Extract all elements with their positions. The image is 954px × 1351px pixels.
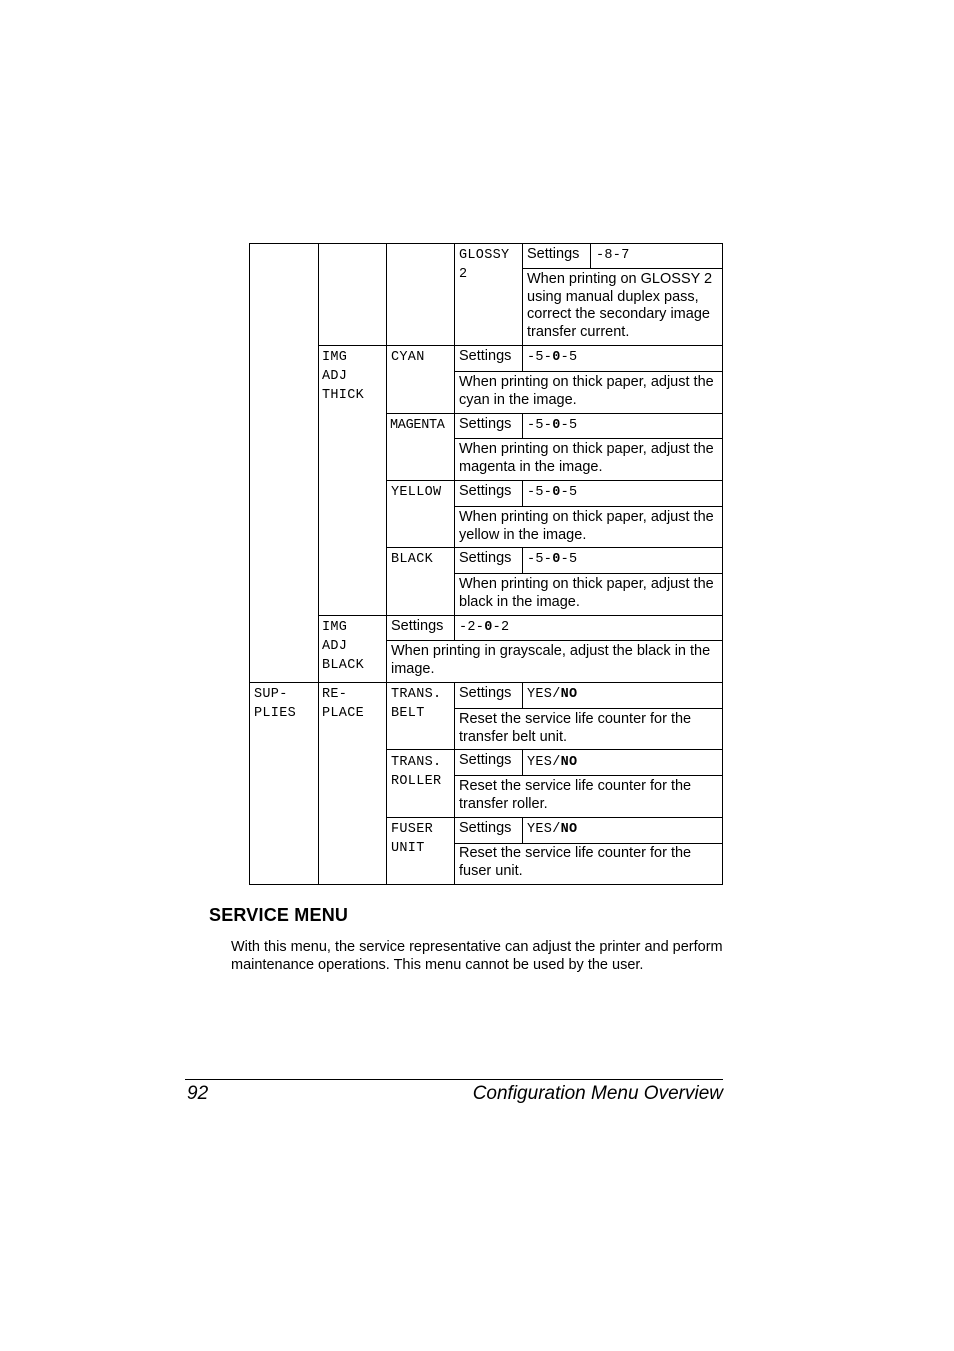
replace-label: RE- PLACE — [322, 687, 365, 721]
trans-roller-label: TRANS. ROLLER — [391, 755, 442, 789]
img-adj-black-label: IMG ADJ BLACK — [322, 620, 365, 673]
fuser-unit-range — [527, 820, 577, 839]
trans-roller-range-default: NO — [560, 755, 578, 770]
cyan-range-default: 0 — [552, 350, 561, 365]
cyan-settings-label: Settings — [459, 348, 512, 364]
glossy2-settings-label: Settings — [527, 246, 580, 262]
glossy2-description: When printing on GLOSSY 2 using manual duplex pass, correct the secondary image transfer current. — [527, 271, 713, 340]
magenta-range-max: -5 — [560, 418, 578, 433]
img-adj-thick-label: IMG ADJ THICK — [322, 350, 365, 403]
supplies-label: SUP- PLIES — [254, 687, 297, 721]
img-adj-black-range — [459, 618, 509, 637]
trans-roller-settings-label: Settings — [459, 752, 512, 768]
trans-belt-range-yes: YES/ — [527, 687, 561, 702]
black-range — [527, 550, 577, 569]
magenta-range — [527, 416, 577, 435]
page-title: Configuration Menu Overview — [472, 1083, 723, 1104]
cyan-range-min: -5- — [527, 350, 553, 365]
cyan-range-max: -5 — [560, 350, 578, 365]
trans-belt-range — [527, 685, 577, 704]
img-adj-black-settings-label: Settings — [391, 618, 444, 634]
magenta-range-min: -5- — [527, 418, 553, 433]
fuser-unit-range-yes: YES/ — [527, 822, 561, 837]
footer-divider — [185, 1079, 723, 1080]
glossy2-range: -8-7 — [596, 248, 630, 263]
black-label: BLACK — [391, 552, 434, 567]
yellow-label: YELLOW — [391, 485, 442, 500]
fuser-unit-description: Reset the service life counter for the fuser unit. — [459, 845, 692, 879]
magenta-description: When printing on thick paper, adjust the magenta in the image. — [459, 441, 714, 475]
yellow-range-max: -5 — [560, 485, 578, 500]
trans-belt-range-default: NO — [560, 687, 578, 702]
img-adj-black-description: When printing in grayscale, adjust the black in the image. — [391, 643, 711, 677]
fuser-unit-label: FUSER UNIT — [391, 822, 434, 856]
trans-belt-label: TRANS. BELT — [391, 687, 442, 721]
page-number: 92 — [187, 1083, 209, 1104]
img-adj-black-range-max: -2 — [492, 620, 510, 635]
cyan-description: When printing on thick paper, adjust the cyan in the image. — [459, 374, 714, 408]
black-settings-label: Settings — [459, 550, 512, 566]
glossy2-label: GLOSSY 2 — [459, 248, 510, 282]
img-adj-black-range-min: -2- — [459, 620, 485, 635]
yellow-settings-label: Settings — [459, 483, 512, 499]
black-range-max: -5 — [560, 552, 578, 567]
trans-roller-range — [527, 753, 577, 772]
trans-roller-range-yes: YES/ — [527, 755, 561, 770]
trans-roller-description: Reset the service life counter for the transfer roller. — [459, 778, 692, 812]
img-adj-black-range-default: 0 — [484, 620, 493, 635]
fuser-unit-settings-label: Settings — [459, 820, 512, 836]
black-range-min: -5- — [527, 552, 553, 567]
magenta-label: MAGENTA — [390, 418, 445, 433]
yellow-range-default: 0 — [552, 485, 561, 500]
magenta-settings-label: Settings — [459, 416, 512, 432]
yellow-range — [527, 483, 577, 502]
cyan-label: CYAN — [391, 350, 425, 365]
section-body: With this menu, the service representative can adjust the printer and perform maintenance operations. This menu cannot be used by the user. — [231, 939, 723, 973]
cyan-range — [527, 348, 577, 367]
magenta-range-default: 0 — [552, 418, 561, 433]
yellow-range-min: -5- — [527, 485, 553, 500]
section-heading: SERVICE MENU — [209, 905, 349, 925]
fuser-unit-range-default: NO — [560, 822, 578, 837]
trans-belt-description: Reset the service life counter for the transfer belt unit. — [459, 711, 692, 745]
yellow-description: When printing on thick paper, adjust the yellow in the image. — [459, 509, 714, 543]
black-range-default: 0 — [552, 552, 561, 567]
black-description: When printing on thick paper, adjust the black in the image. — [459, 576, 714, 610]
trans-belt-settings-label: Settings — [459, 685, 512, 701]
